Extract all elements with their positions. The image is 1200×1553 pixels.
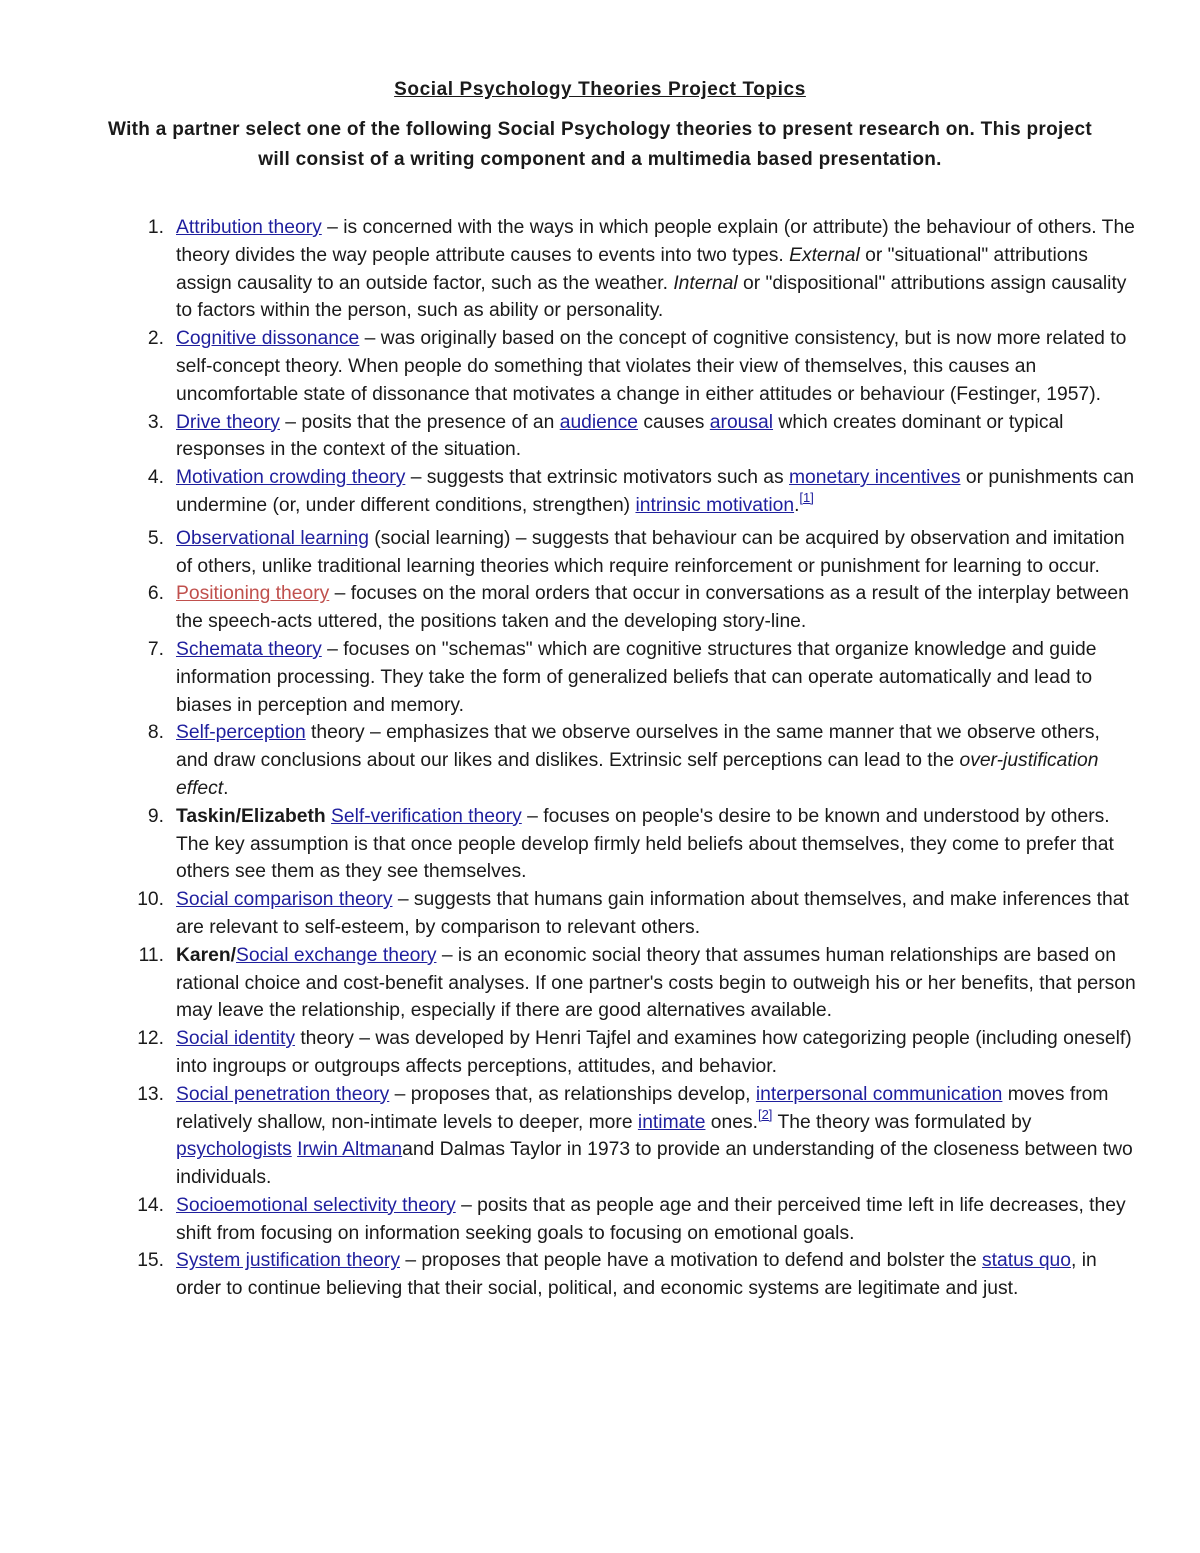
student-names: Karen/ bbox=[176, 944, 237, 966]
item-text: and Dalmas Taylor in 1973 to provide an understanding of the closeness between two individuals. bbox=[176, 1139, 1133, 1189]
list-item bbox=[0, 886, 1136, 942]
italic-text: External bbox=[789, 244, 860, 266]
theory-link[interactable]: Self-verification theory bbox=[331, 805, 522, 827]
theory-link[interactable]: Motivation crowding theory bbox=[176, 467, 406, 489]
item-text: theory – emphasizes that we observe ourselves in the same manner that we observe others, and draw conclusions about our likes and dislikes. Extrinsic self perceptions can lead to the bbox=[176, 722, 1100, 772]
list-item-number: 11. bbox=[138, 944, 164, 966]
footnote-ref[interactable]: [2] bbox=[757, 1106, 773, 1122]
list-item-number: 3. bbox=[147, 411, 164, 433]
theory-link[interactable]: audience bbox=[559, 411, 638, 433]
item-text: – focuses on people's desire to be known and understood by others. The key assumption is that once people develop firmly held beliefs about themselves, they come to prefer that others see them as they see themselves. bbox=[176, 805, 1114, 883]
theory-link[interactable]: System justification theory bbox=[176, 1250, 400, 1272]
theory-link[interactable]: Positioning theory bbox=[176, 583, 330, 605]
theory-link[interactable]: intimate bbox=[637, 1111, 706, 1133]
footnote-ref[interactable]: [1] bbox=[799, 489, 814, 505]
theory-link[interactable]: Self-perception bbox=[176, 722, 306, 744]
theory-link[interactable]: intrinsic motivation bbox=[635, 494, 795, 516]
item-text: – is an economic social theory that assumes human relationships are based on rational choice and cost-benefit analyses. If one partner's costs begin to outweigh his or her benefits, that person may leave the relationship, especially if there are good alternatives available. bbox=[176, 944, 1136, 1022]
list-item bbox=[0, 464, 1136, 520]
theory-link[interactable]: monetary incentives bbox=[789, 467, 961, 489]
item-text: – posits that the presence of an bbox=[279, 411, 560, 433]
list-item-number: 8. bbox=[147, 722, 164, 744]
theory-link[interactable]: Attribution theory bbox=[176, 217, 322, 238]
theory-link[interactable]: interpersonal communication bbox=[755, 1083, 1003, 1105]
list-item bbox=[0, 636, 1136, 719]
theory-link[interactable]: Social comparison theory bbox=[176, 889, 393, 911]
item-text: – focuses on "schemas" which are cognitive structures that organize knowledge and guide information processing. They take the form of generalized beliefs that can operate automatically and lead to biases in perception and memory. bbox=[176, 638, 1097, 716]
theory-link[interactable]: Socioemotional selectivity theory bbox=[176, 1194, 456, 1216]
item-text: theory – was developed by Henri Tajfel and examines how categorizing people (including oneself) into ingroups or outgroups affects perceptions, attitudes, and behavior. bbox=[176, 1028, 1132, 1077]
item-text: causes bbox=[637, 411, 710, 433]
list-item-number: 5. bbox=[147, 527, 164, 549]
theory-list bbox=[0, 214, 1200, 1303]
theory-link[interactable]: Social identity bbox=[176, 1028, 295, 1050]
list-item-number: 6. bbox=[147, 583, 164, 605]
list-item bbox=[0, 409, 1136, 465]
list-item-number: 7. bbox=[147, 638, 164, 660]
theory-link[interactable]: status quo bbox=[982, 1250, 1071, 1272]
list-item-number: 2. bbox=[147, 328, 164, 350]
page-subtitle: With a partner select one of the following Social Psychology theories to present research on. This project will consist of a writing component and a multimedia based presentation. bbox=[108, 119, 1092, 170]
item-text: or punishments can undermine (or, under different conditions, strengthen) bbox=[176, 467, 1135, 516]
theory-link[interactable]: arousal bbox=[709, 411, 774, 433]
item-text: , in order to continue believing that their social, political, and economic systems are legitimate and just. bbox=[176, 1250, 1097, 1300]
list-item-number: 12. bbox=[137, 1028, 164, 1050]
italic-text: over-justification effect bbox=[176, 750, 1099, 799]
theory-link[interactable]: Cognitive dissonance bbox=[176, 328, 360, 350]
item-text: moves from relatively shallow, non-intimate levels to deeper, more bbox=[176, 1083, 1109, 1133]
theory-link[interactable]: psychologists bbox=[176, 1139, 292, 1161]
list-item-number: 1. bbox=[147, 217, 164, 238]
item-text: ones. bbox=[705, 1111, 758, 1133]
page-title: Social Psychology Theories Project Topics bbox=[394, 79, 806, 100]
student-names: Taskin/Elizabeth bbox=[176, 805, 326, 827]
list-item-number: 9. bbox=[147, 805, 164, 827]
item-text: – was originally based on the concept of cognitive consistency, but is now more related to self-concept theory. When people do something that violates their view of themselves, this causes an uncomfortable state of dissonance that motivates a change in either attitudes or behaviour (Festinger, 1957). bbox=[176, 328, 1127, 405]
list-item-number: 4. bbox=[147, 467, 164, 489]
item-text: – suggests that humans gain information about themselves, and make inferences that are relevant to self-esteem, by comparison to relevant others. bbox=[176, 889, 1129, 938]
list-item bbox=[0, 1192, 1136, 1248]
item-text: – proposes that, as relationships develop, bbox=[389, 1083, 756, 1105]
item-text: The theory was formulated by bbox=[772, 1111, 1032, 1133]
item-text: (social learning) – suggests that behaviour can be acquired by observation and imitation of others, unlike traditional learning theories which require reinforcement or punishment for learning to occur. bbox=[176, 527, 1125, 577]
list-item bbox=[0, 325, 1136, 408]
list-item bbox=[0, 580, 1136, 636]
theory-link[interactable]: Social penetration theory bbox=[176, 1083, 390, 1105]
list-item-number: 15. bbox=[137, 1250, 164, 1272]
item-text: – proposes that people have a motivation to defend and bolster the bbox=[399, 1250, 983, 1272]
item-text: . bbox=[223, 777, 229, 799]
item-text: or "dispositional" attributions assign causality to factors within the person, such as ability or personality. bbox=[176, 272, 1127, 322]
theory-link[interactable]: Irwin Altman bbox=[297, 1139, 403, 1161]
list-item bbox=[0, 942, 1136, 1025]
list-item bbox=[0, 1247, 1136, 1303]
list-item-number: 13. bbox=[137, 1083, 164, 1105]
theory-link[interactable]: Drive theory bbox=[176, 411, 280, 433]
theory-link[interactable]: Schemata theory bbox=[176, 638, 322, 660]
list-item bbox=[0, 525, 1136, 581]
item-text: – is concerned with the ways in which people explain (or attribute) the behaviour of others. The theory divides the way people attribute causes to events into two types. bbox=[176, 217, 1135, 266]
item-text: which creates dominant or typical responses in the context of the situation. bbox=[176, 411, 1064, 461]
theory-link[interactable]: Observational learning bbox=[176, 527, 369, 549]
list-item bbox=[0, 1025, 1136, 1081]
list-item-number: 10. bbox=[137, 889, 164, 911]
item-text: . bbox=[794, 494, 800, 516]
list-item-number: 14. bbox=[137, 1194, 164, 1216]
list-item bbox=[0, 719, 1136, 802]
item-text: – suggests that extrinsic motivators such as bbox=[405, 467, 789, 489]
item-text: or "situational" attributions assign causality to an outside factor, such as the weather. bbox=[176, 244, 1088, 294]
italic-text: Internal bbox=[673, 272, 738, 294]
item-text: – focuses on the moral orders that occur in conversations as a result of the interplay between the speech-acts uttered, the positions taken and the developing story-line. bbox=[176, 583, 1129, 633]
list-item bbox=[0, 214, 1136, 325]
list-item bbox=[0, 1081, 1136, 1192]
theory-link[interactable]: Social exchange theory bbox=[236, 944, 437, 966]
item-text: – posits that as people age and their perceived time left in life decreases, they shift from focusing on information seeking goals to focusing on emotional goals. bbox=[176, 1194, 1126, 1244]
list-item bbox=[0, 803, 1136, 886]
